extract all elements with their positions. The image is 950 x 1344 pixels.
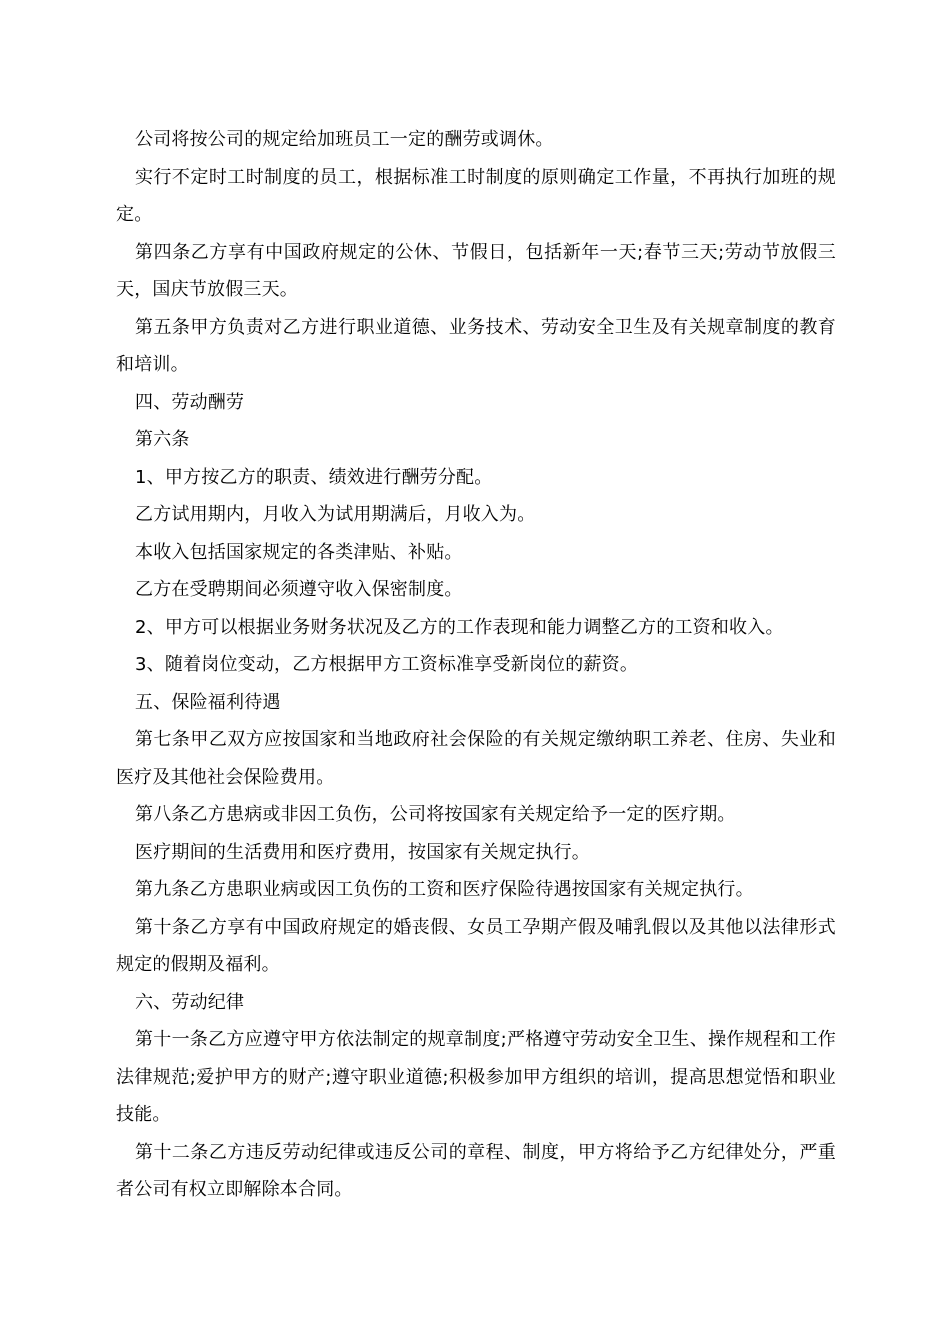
paragraph-article-11: 第十一条乙方应遵守甲方依法制定的规章制度;严格遵守劳动安全卫生、操作规程和工作法律规范;爱护甲方的财产;遵守职业道德;积极参加甲方组织的培训，提高思想觉悟和职业技能。	[116, 1029, 836, 1125]
paragraph-income-allowances: 本收入包括国家规定的各类津贴、补贴。	[135, 541, 463, 563]
paragraph-medical-period-costs: 医疗期间的生活费用和医疗费用，按国家有关规定执行。	[135, 841, 590, 863]
paragraph-article-6-heading: 第六条	[135, 429, 190, 450]
paragraph-probation-income: 乙方试用期内，月收入为试用期满后，月收入为。	[135, 504, 536, 525]
paragraph-flexible-hours: 实行不定时工时制度的员工，根据标准工时制度的原则确定工作量，不再执行加班的规定。	[116, 166, 836, 225]
paragraph-article-12: 第十二条乙方违反劳动纪律或违反公司的章程、制度，甲方将给予乙方纪律处分，严重者公司有权立即解除本合同。	[116, 1141, 836, 1200]
paragraph-article-5: 第五条甲方负责对乙方进行职业道德、业务技术、劳动安全卫生及有关规章制度的教育和培训。	[116, 316, 836, 375]
paragraph-article-4: 第四条乙方享有中国政府规定的公休、节假日，包括新年一天;春节三天;劳动节放假三天，国庆节放假三天。	[116, 241, 836, 300]
paragraph-article-6-item-2: 2、甲方可以根据业务财务状况及乙方的工作表现和能力调整乙方的工资和收入。	[135, 616, 784, 638]
section-heading-remuneration: 四、劳动酬劳	[135, 391, 245, 413]
paragraph-article-6-item-3: 3、随着岗位变动，乙方根据甲方工资标准享受新岗位的薪资。	[135, 654, 639, 675]
paragraph-article-9: 第九条乙方患职业病或因工负伤的工资和医疗保险待遇按国家有关规定执行。	[135, 879, 754, 900]
section-heading-labor-discipline: 六、劳动纪律	[135, 991, 245, 1013]
paragraph-article-8: 第八条乙方患病或非因工负伤，公司将按国家有关规定给予一定的医疗期。	[135, 804, 736, 825]
section-heading-insurance-benefits: 五、保险福利待遇	[135, 691, 281, 713]
paragraph-article-6-item-1: 1、甲方按乙方的职责、绩效进行酬劳分配。	[135, 466, 493, 488]
paragraph-article-7: 第七条甲乙双方应按国家和当地政府社会保险的有关规定缴纳职工养老、住房、失业和医疗及其他社会保险费用。	[116, 729, 836, 788]
paragraph-overtime-compensation: 公司将按公司的规定给加班员工一定的酬劳或调休。	[135, 129, 554, 150]
document-page	[116, 121, 836, 1209]
paragraph-income-confidentiality: 乙方在受聘期间必须遵守收入保密制度。	[135, 579, 463, 600]
paragraph-article-10: 第十条乙方享有中国政府规定的婚丧假、女员工孕期产假及哺乳假以及其他以法律形式规定的假期及福利。	[116, 916, 836, 975]
